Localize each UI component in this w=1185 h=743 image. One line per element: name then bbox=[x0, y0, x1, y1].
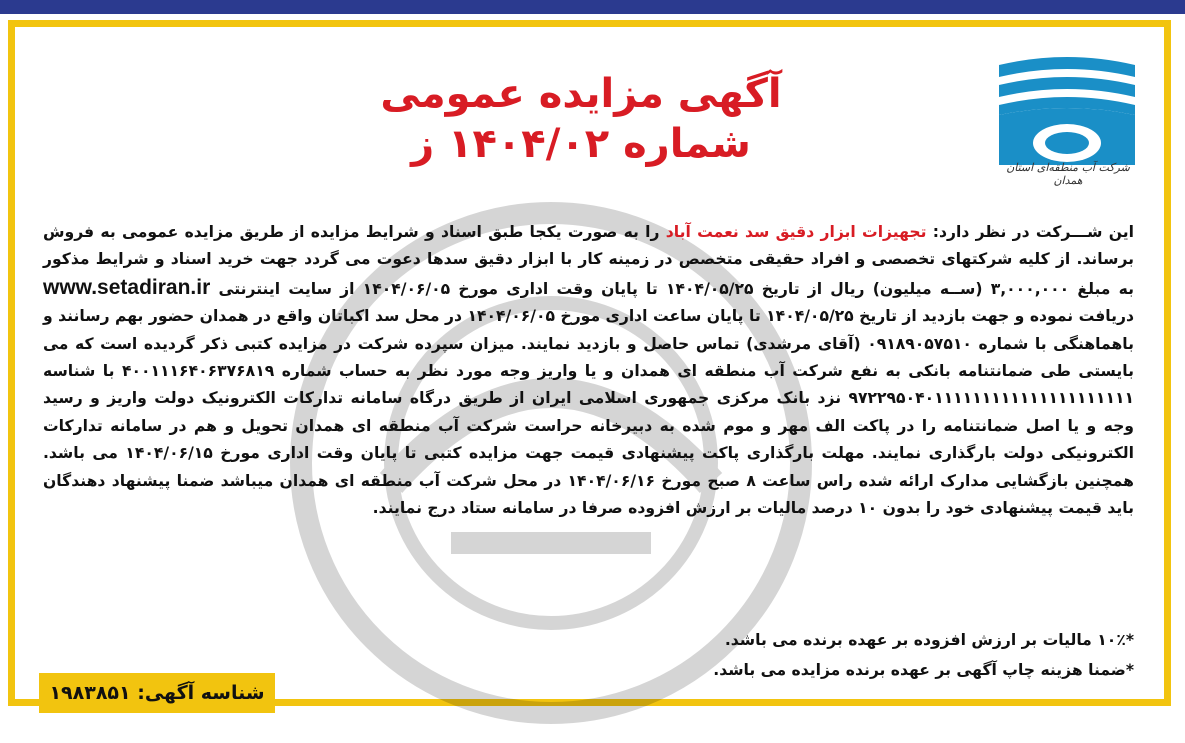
body-text-2: دریافت نموده و جهت بازدید از تاریخ ۱۴۰۴/۰۵/۲۵ تا پایان ساعت اداری مورخ ۱۴۰۴/۰۶/۰۵ در محل سد اکباتان واقع در همدان حضور بهم رسانند و باهماهنگی با شماره ۰۹۱۸۹۰۵۷۵۱۰ (آقای مرشدی) تماس حاصل و بازدید نمایند. میزان سپرده شرکت در مزایده کتبی ذکر گردیده است که می بایستی طی ضمانتنامه بانکی به نفع شرکت آب منطقه ای همدان و یا واریز وجه مورد نظر به حساب شماره ۴۰۰۱۱۱۶۴۰۶۳۷۶۸۱۹ با شناسه ۹۷۲۲۹۵۰۴۰۱۱۱۱۱۱۱۱۱۱۱۱۱۱۱۱۱۱۱۱۱ نزد بانک مرکزی جمهوری اسلامی ایران از طریق درگاه سامانه تدارکات الکترونیک دولت واریز و رسید وجه و یا اصل ضمانتنامه را در پاکت الف مهر و موم شده به دبیرخانه حراست شرکت آب منطقه ای همدان تحویل و هم در سامانه تدارکات الکترونیکی دولت بارگذاری نمایند. مهلت بارگذاری پاکت پیشنهادی قیمت جهت مزایده کتبی تا پایان وقت اداری مورخ ۱۴۰۴/۰۶/۱۵ می باشد. همچنین بازگشایی مدارک ارائه شده راس ساعت ۸ صبح مورخ ۱۴۰۴/۰۶/۱۶ در محل شرکت آب منطقه ای همدان میباشد ضمنا پیشنهاد دهندگان باید قیمت پیشنهادی خود را بدون ۱۰ درصد مالیات بر ارزش افزوده صرفا در سامانه ستاد درج نمایند. bbox=[43, 307, 1134, 518]
vat-note: *۱۰٪ مالیات بر ارزش افزوده بر عهده برنده می باشد. bbox=[724, 631, 1134, 649]
body-subject: تجهیزات ابزار دقیق سد نعمت آباد bbox=[665, 223, 927, 241]
ad-title: آگهی مزایده عمومی bbox=[380, 71, 782, 117]
ad-number: شماره ۱۴۰۴/۰۲ ز bbox=[411, 121, 751, 167]
ad-id-badge: شناسه آگهی: ۱۹۸۳۸۵۱ bbox=[39, 673, 275, 713]
website-link[interactable]: www.setadiran.ir bbox=[43, 275, 211, 299]
ad-body-text bbox=[43, 219, 1134, 522]
print-cost-note: *ضمنا هزینه چاپ آگهی بر عهده برنده مزایده می باشد. bbox=[713, 661, 1134, 679]
body-intro: این شـــرکت در نظر دارد: bbox=[926, 223, 1134, 241]
ad-frame bbox=[8, 20, 1171, 706]
body-text-1: را به صورت یکجا طبق اسناد و شرایط مزایده از طریق مزایده عمومی به فروش برساند. از کلیه شرکتهای تخصصی و افراد حقیقی متخصص در زمینه کار با ابزار دقیق سدها دعوت می گردد جهت خرید اسناد و شرایط مذکور به مبلغ ۳,۰۰۰,۰۰۰ (ســه میلیون) ریال از تاریخ ۱۴۰۴/۰۵/۲۵ تا پایان وقت اداری مورخ ۱۴۰۴/۰۶/۰۵ از سایت اینترنتی bbox=[43, 223, 1134, 298]
ad-inner bbox=[21, 33, 1158, 704]
top-bar bbox=[0, 0, 1185, 14]
logo-caption: شرکت آب منطقه‌ای استان همدان bbox=[1006, 161, 1130, 187]
